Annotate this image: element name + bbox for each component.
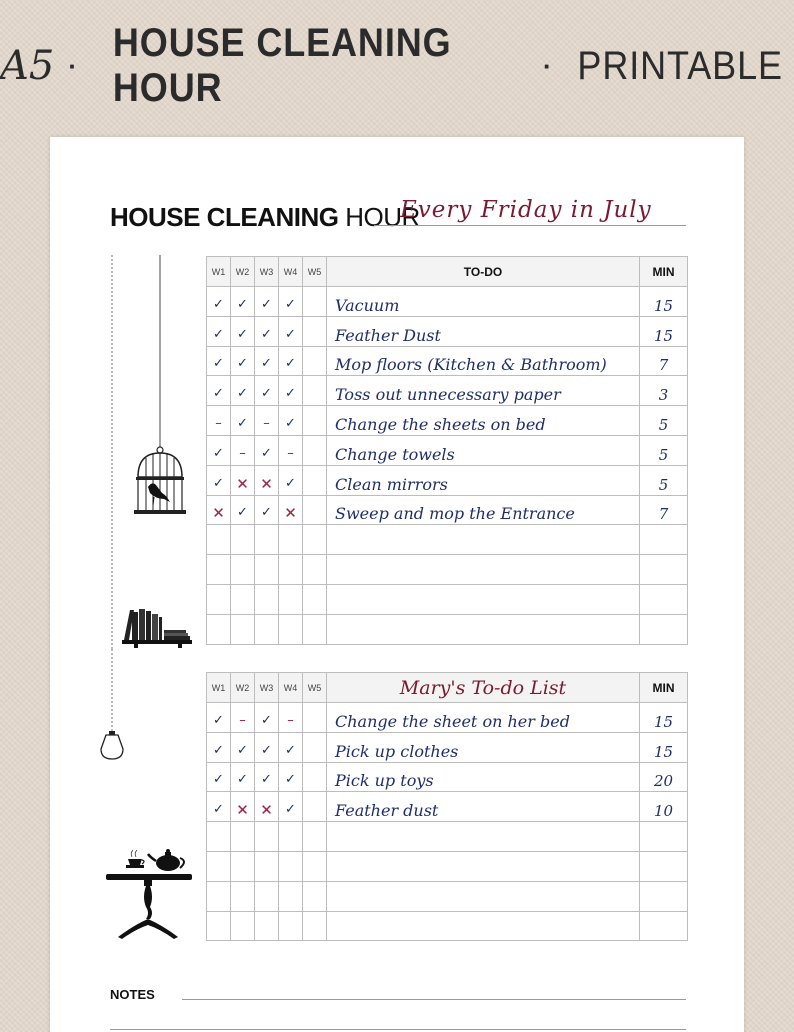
week-checkbox[interactable]: – [255,406,279,436]
week-checkbox[interactable]: ✓ [279,732,303,762]
week-checkbox[interactable]: ✓ [231,406,255,436]
week-checkbox[interactable]: – [279,435,303,465]
week-checkbox[interactable]: ✓ [279,465,303,495]
week-checkbox[interactable] [279,555,303,585]
week-checkbox[interactable] [207,555,231,585]
page-subtitle: Every Friday in July [400,197,652,223]
week-checkbox[interactable] [279,851,303,881]
task-cell[interactable] [327,881,640,911]
minutes-cell[interactable]: 7 [640,346,688,376]
table-header-row [207,257,688,287]
week-checkbox[interactable] [303,346,327,376]
minutes-cell[interactable] [640,881,688,911]
marys-todo-table-body [207,673,688,941]
week-checkbox[interactable]: ✓ [231,346,255,376]
table-row [207,732,688,762]
banner-prefix: A5 [0,43,55,89]
week-header: W1 [207,257,231,287]
week-checkbox[interactable]: ✓ [255,316,279,346]
week-checkbox[interactable]: ✓ [279,792,303,822]
week-checkbox[interactable]: ✓ [255,346,279,376]
week-checkbox[interactable] [207,881,231,911]
week-checkbox[interactable] [231,525,255,555]
week-checkbox[interactable] [303,703,327,733]
task-cell[interactable]: Feather Dust [327,316,640,346]
week-checkbox[interactable]: ✓ [279,406,303,436]
week-checkbox[interactable]: – [231,703,255,733]
week-checkbox[interactable]: ✓ [207,376,231,406]
week-checkbox[interactable] [303,465,327,495]
task-cell[interactable] [327,822,640,852]
task-cell[interactable]: Change the sheet on her bed [327,703,640,733]
week-checkbox[interactable]: ✓ [255,762,279,792]
todo-table [206,256,688,645]
week-checkbox[interactable]: ✓ [279,762,303,792]
week-checkbox[interactable] [279,911,303,941]
task-cell[interactable]: Mop floors (Kitchen & Bathroom) [327,346,640,376]
min-header: MIN [640,673,688,703]
bookshelf-icon [106,515,196,650]
week-header: W3 [255,257,279,287]
week-checkbox[interactable]: ✓ [255,435,279,465]
todo-header: TO-DO [327,257,640,287]
week-checkbox[interactable]: ✕ [255,792,279,822]
week-checkbox[interactable]: ✓ [231,762,255,792]
table-row [207,614,688,644]
banner-suffix: PRINTABLE [577,43,783,88]
week-checkbox[interactable] [279,614,303,644]
minutes-cell[interactable] [640,911,688,941]
week-checkbox[interactable] [303,732,327,762]
week-checkbox[interactable]: ✓ [207,287,231,317]
week-checkbox[interactable] [207,525,231,555]
week-checkbox[interactable]: ✓ [207,346,231,376]
week-checkbox[interactable] [303,435,327,465]
week-header: W1 [207,673,231,703]
task-cell[interactable] [327,584,640,614]
week-checkbox[interactable] [303,822,327,852]
banner-title: HOUSE CLEANING HOUR [112,21,452,110]
week-checkbox[interactable] [207,822,231,852]
minutes-cell[interactable]: 15 [640,732,688,762]
notes-label: NOTES [110,987,155,1002]
table-row [207,555,688,585]
task-cell[interactable]: Pick up toys [327,762,640,792]
week-checkbox[interactable]: ✓ [279,287,303,317]
minutes-cell[interactable]: 7 [640,495,688,525]
minutes-cell[interactable] [640,822,688,852]
week-checkbox[interactable] [207,614,231,644]
task-cell[interactable]: Vacuum [327,287,640,317]
week-checkbox[interactable] [279,822,303,852]
table-row [207,792,688,822]
table-row [207,346,688,376]
week-checkbox[interactable]: ✓ [279,346,303,376]
week-checkbox[interactable] [303,851,327,881]
task-cell[interactable]: Toss out unnecessary paper [327,376,640,406]
week-checkbox[interactable]: ✓ [279,376,303,406]
table-row [207,584,688,614]
notes-line[interactable] [110,1029,686,1030]
week-checkbox[interactable] [255,584,279,614]
task-cell[interactable]: Change the sheets on bed [327,406,640,436]
table-row [207,465,688,495]
week-header: W2 [231,673,255,703]
task-cell[interactable]: Pick up clothes [327,732,640,762]
notes-line[interactable] [182,999,686,1000]
week-checkbox[interactable]: ✓ [207,435,231,465]
week-checkbox[interactable] [231,584,255,614]
page-title [110,202,420,233]
banner-separator: · [68,50,78,81]
week-checkbox[interactable] [255,614,279,644]
minutes-cell[interactable]: 3 [640,376,688,406]
week-checkbox[interactable] [255,555,279,585]
week-header: W2 [231,257,255,287]
week-checkbox[interactable] [279,525,303,555]
week-checkbox[interactable] [303,495,327,525]
week-checkbox[interactable] [207,851,231,881]
week-checkbox[interactable]: ✓ [207,732,231,762]
min-header: MIN [640,257,688,287]
table-row [207,822,688,852]
week-checkbox[interactable]: ✓ [207,703,231,733]
week-checkbox[interactable]: ✕ [279,495,303,525]
week-checkbox[interactable] [279,584,303,614]
week-header: W4 [279,257,303,287]
week-checkbox[interactable]: ✓ [255,732,279,762]
banner [0,21,794,110]
week-checkbox[interactable]: ✕ [207,495,231,525]
week-checkbox[interactable] [303,762,327,792]
task-cell[interactable]: Clean mirrors [327,465,640,495]
table-row [207,881,688,911]
minutes-cell[interactable]: 15 [640,287,688,317]
page-title-bold: HOUSE CLEANING [110,202,339,232]
week-checkbox[interactable] [255,881,279,911]
week-checkbox[interactable]: – [207,406,231,436]
todo-header: Mary's To-do List [327,673,640,703]
minutes-cell[interactable]: 20 [640,762,688,792]
task-cell[interactable] [327,555,640,585]
week-checkbox[interactable]: ✓ [231,316,255,346]
week-checkbox[interactable] [303,584,327,614]
week-checkbox[interactable] [303,911,327,941]
todo-table-body [207,257,688,645]
week-checkbox[interactable] [303,525,327,555]
week-checkbox[interactable] [303,555,327,585]
minutes-cell[interactable]: 15 [640,703,688,733]
week-checkbox[interactable]: ✓ [207,762,231,792]
table-row [207,435,688,465]
table-header-row [207,673,688,703]
week-checkbox[interactable] [303,614,327,644]
week-checkbox[interactable] [255,822,279,852]
birdcage-icon [106,255,196,515]
week-checkbox[interactable] [303,792,327,822]
week-checkbox[interactable] [231,851,255,881]
week-checkbox[interactable] [303,316,327,346]
table-row [207,703,688,733]
week-checkbox[interactable]: ✓ [279,316,303,346]
table-row [207,287,688,317]
week-checkbox[interactable] [255,911,279,941]
week-checkbox[interactable] [231,555,255,585]
week-checkbox[interactable]: ✓ [231,495,255,525]
task-cell[interactable] [327,525,640,555]
week-checkbox[interactable] [207,911,231,941]
table-row [207,376,688,406]
minutes-cell[interactable]: 15 [640,316,688,346]
week-checkbox[interactable]: – [231,435,255,465]
week-checkbox[interactable]: ✓ [231,376,255,406]
tea-table-icon [104,847,204,947]
week-header: W5 [303,257,327,287]
minutes-cell[interactable] [640,584,688,614]
week-checkbox[interactable]: – [279,703,303,733]
banner-separator: · [543,50,552,81]
table-row [207,851,688,881]
week-checkbox[interactable] [231,881,255,911]
week-checkbox[interactable]: ✓ [207,792,231,822]
task-cell[interactable]: Feather dust [327,792,640,822]
table-row [207,495,688,525]
week-checkbox[interactable] [231,614,255,644]
week-checkbox[interactable] [303,406,327,436]
week-checkbox[interactable] [207,584,231,614]
task-cell[interactable]: Sweep and mop the Entrance [327,495,640,525]
week-checkbox[interactable]: ✓ [255,703,279,733]
table-row [207,406,688,436]
minutes-cell[interactable] [640,525,688,555]
week-checkbox[interactable]: ✓ [207,316,231,346]
week-header: W4 [279,673,303,703]
minutes-cell[interactable]: 5 [640,465,688,495]
week-checkbox[interactable]: ✕ [231,465,255,495]
table-row [207,762,688,792]
minutes-cell[interactable] [640,614,688,644]
minutes-cell[interactable] [640,851,688,881]
table-row [207,525,688,555]
table-row [207,316,688,346]
minutes-cell[interactable] [640,555,688,585]
week-checkbox[interactable]: ✓ [255,376,279,406]
week-checkbox[interactable] [231,822,255,852]
week-checkbox[interactable]: ✓ [255,287,279,317]
week-checkbox[interactable] [303,376,327,406]
page-title-light: HOUR [345,202,420,232]
task-cell[interactable] [327,614,640,644]
week-checkbox[interactable] [279,881,303,911]
minutes-cell[interactable]: 5 [640,435,688,465]
task-cell[interactable]: Change towels [327,435,640,465]
week-checkbox[interactable]: ✓ [231,732,255,762]
week-checkbox[interactable] [303,287,327,317]
minutes-cell[interactable]: 5 [640,406,688,436]
task-cell[interactable] [327,851,640,881]
marys-todo-table [206,672,688,941]
minutes-cell[interactable]: 10 [640,792,688,822]
week-checkbox[interactable]: ✓ [255,495,279,525]
week-header: W3 [255,673,279,703]
week-checkbox[interactable]: ✕ [255,465,279,495]
task-cell[interactable] [327,911,640,941]
week-checkbox[interactable] [255,851,279,881]
week-checkbox[interactable] [231,911,255,941]
week-checkbox[interactable] [303,881,327,911]
week-checkbox[interactable] [255,525,279,555]
week-checkbox[interactable]: ✓ [207,465,231,495]
table-row [207,911,688,941]
week-checkbox[interactable]: ✓ [231,287,255,317]
title-underline [374,225,686,226]
week-checkbox[interactable]: ✕ [231,792,255,822]
printable-sheet [50,137,744,1032]
pendant-lamp-icon [96,649,136,769]
week-header: W5 [303,673,327,703]
